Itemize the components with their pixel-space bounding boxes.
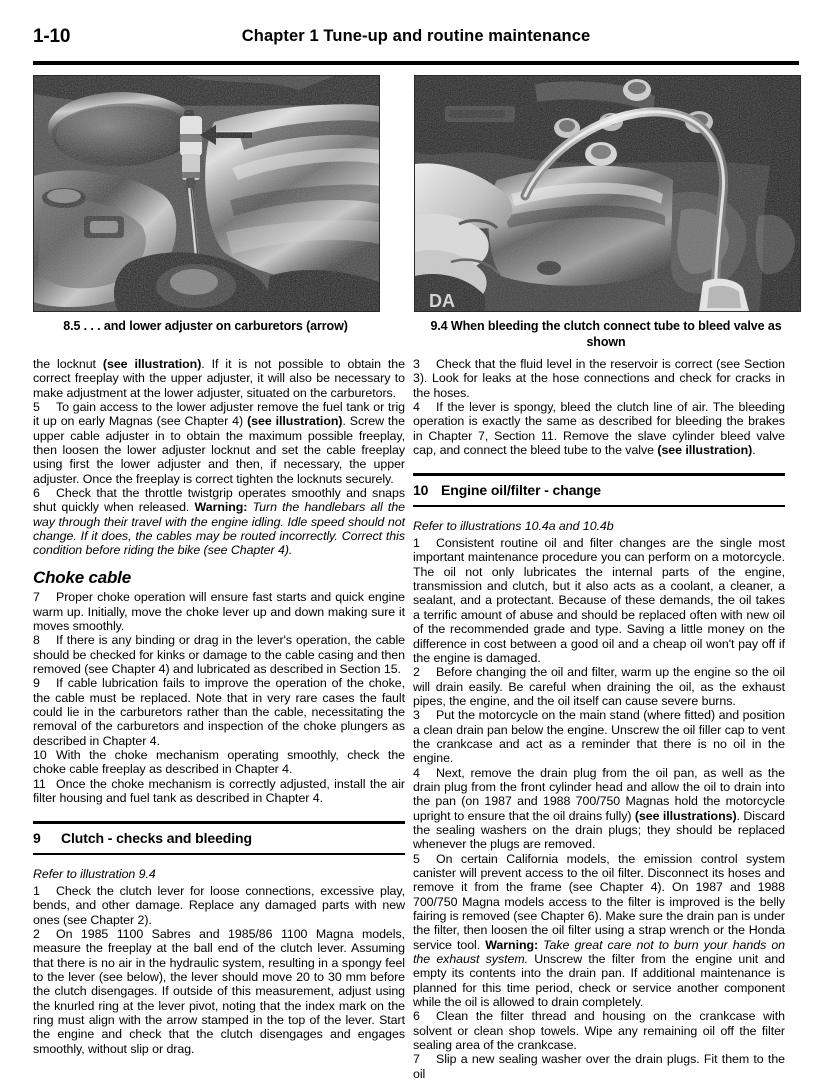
figure-8-5-photo [33, 75, 380, 312]
paragraph-10 [33, 748, 405, 777]
warning-label: Warning: [485, 937, 539, 952]
clutch-bleeding-illustration [415, 76, 800, 311]
paragraph-11 [33, 777, 405, 806]
text-run: On 1985 1100 Sabres and 1985/86 1100 Magna models, measure the freeplay at the ball end of the clutch lever. Assuming that there is no air in the hydraulic system, resulting in a spongy feel to the lever (see below), the lever should move 20 to 30 mm before the clutch disengages. If outside of this measurement, adjust using the knurled ring at the lever pivot, noting that the index mark on the ring must align with the arrow stamped in the top of the lever. Start the engine and check that the clutch disengages and engages smoothly, without slip or drag. [33, 927, 405, 1056]
paragraph-continued [33, 357, 405, 400]
text-run: Put the motorcycle on the main stand (where fitted) and position a clean drain pan below the engine. Unscrew the oil filler cap to vent the crankcase and act as a reminder that there is no oil in the engine. [413, 708, 785, 766]
paragraph-number: 5 [33, 400, 40, 415]
see-illustration-ref: (see illustration) [657, 443, 753, 458]
paragraph-number: 7 [413, 1052, 420, 1067]
figure-8-5-caption: 8.5 . . . and lower adjuster on carburetors (arrow) [63, 319, 348, 333]
warning-text: Turn the handlebars all the way through their travel with the engine idling. Idle speed should not change. If it does, the cables may be routed incorrectly. Correct this condition before riding the bike (see Chapter 4). [33, 500, 405, 558]
paragraph-9-1 [33, 884, 405, 927]
subheading-choke-cable: Choke cable [33, 567, 131, 587]
warning-label: Warning: [194, 500, 248, 515]
header-divider-rule [33, 61, 799, 65]
svg-text:DA: DA [429, 291, 455, 311]
paragraph-9 [33, 676, 405, 748]
paragraph-number: 3 [413, 357, 420, 371]
paragraph-number: 2 [33, 927, 40, 942]
paragraph-3 [413, 357, 785, 400]
carburetor-adjuster-illustration [34, 76, 379, 311]
paragraph-4 [413, 400, 785, 457]
paragraph-number: 3 [413, 708, 420, 723]
paragraph-number: 2 [413, 665, 420, 680]
section-title-row [33, 824, 405, 852]
section-number: 9 [33, 830, 41, 847]
paragraph-6 [33, 486, 405, 558]
paragraph-number: 9 [33, 676, 40, 691]
paragraph-10-7 [413, 1052, 785, 1081]
text-run: Check that the fluid level in the reservoir is correct (see Section 3). Look for leaks at the hose connections and check for cracks in the hoses. [413, 357, 785, 400]
section-title: Clutch - checks and bleeding [61, 830, 252, 847]
left-text-column [33, 357, 405, 1056]
chapter-title: Chapter 1 Tune-up and routine maintenance [241, 27, 591, 45]
paragraph-number: 6 [413, 1009, 420, 1024]
paragraph-9-2 [33, 927, 405, 1056]
text-run: Next, remove the drain plug from the oil pan, as well as the drain plug from the front cylinder head and allow the oil to drain into the pan (on 1987 and 1988 700/750 Magnas hold the motorcycle upright to ensure that the oil drains fully) [413, 765, 785, 823]
paragraph-10-5 [413, 852, 785, 1010]
paragraph-10-1 [413, 536, 785, 665]
text-run: If the lever is spongy, bleed the clutch line of air. The bleeding operation is exactly the same as described for bleeding the brakes in Chapter 7, Section 11. Remove the slave cylinder bleed valve cap, and connect the bleed tube to the valve [413, 400, 785, 458]
paragraph-10-3 [413, 708, 785, 765]
text-run: If cable lubrication fails to improve the operation of the choke, the cable must be replaced. Note that in very rare cases the fault could lie in the carburetors rather than the cable, necessitating the removal of the carburetors and inspection of the choke plungers as described in Chapter 4. [33, 676, 405, 748]
text-run: On certain California models, the emission control system canister will prevent access to the oil filter. Disconnect its hoses and remove it from the frame (see Chapter 4). On 1987 and 1988 700/750 Magna models access to the filter is improved is the belly fairing is removed (see Chapter 6). Make sure the drain pan is under the filter, then loosen the oil filter using a strap wrench or the Honda service tool. [413, 851, 785, 952]
see-illustration-ref: (see illustration) [247, 414, 343, 429]
text-run: . If it is not possible to obtain the correct freeplay with the upper adjuster, it will also be necessary to make adjustment at the lower adjuster, situated on the carburetors. [33, 357, 405, 400]
figure-9-4-photo [414, 75, 801, 312]
text-run: Check the clutch lever for loose connections, excessive play, bends, and other damage. Replace any damaged parts with new ones (see Chapter 2). [33, 884, 405, 927]
paragraph-10-2 [413, 665, 785, 708]
text-run: To gain access to the lower adjuster remove the fuel tank or trig it up on early Magnas (see Chapter 4) [33, 400, 405, 429]
paragraph-number: 10 [33, 747, 47, 762]
text-run: . [752, 443, 756, 458]
text-run: Clean the filter thread and housing on the crankcase with solvent or clean shop towels. Wipe any remaining oil off the filter sealing area of the crankcase. [413, 1009, 785, 1053]
paragraph-number: 11 [33, 776, 46, 791]
text-run: Proper choke operation will ensure fast starts and quick engine warm up. Initially, move the choke lever up and down making sure it moves smoothly. [33, 590, 405, 633]
page-header [33, 26, 799, 62]
text-run: With the choke mechanism operating smoothly, check the choke cable freeplay as described in Chapter 4. [33, 747, 405, 777]
section-header-10 [413, 473, 785, 506]
text-run: Slip a new sealing washer over the drain plugs. Fit them to the oil [413, 1052, 785, 1081]
paragraph-number: 6 [33, 486, 40, 501]
paragraph-number: 4 [413, 765, 420, 780]
refer-to-illustration-9-4: Refer to illustration 9.4 [33, 866, 156, 881]
paragraph-7 [33, 590, 405, 633]
paragraph-number: 8 [33, 633, 40, 648]
paragraph-number: 4 [413, 400, 420, 415]
paragraph-number: 1 [33, 884, 40, 898]
text-run: Before changing the oil and filter, warm up the engine so the oil will drain easily. Be careful when draining the oil, as the exhaust pipes, the engine, and the oil itself can cause severe burns. [413, 665, 785, 708]
text-run: If there is any binding or drag in the lever's operation, the cable should be checked for kinks or damage to the cable casing and then removed (see Chapter 4) and lubricated as described in Section 15. [33, 633, 405, 676]
paragraph-number: 1 [413, 536, 420, 551]
paragraph-10-4 [413, 766, 785, 852]
page-number: 1-10 [33, 26, 71, 47]
paragraph-8 [33, 633, 405, 676]
see-illustration-ref: (see illustration) [102, 357, 202, 371]
refer-to-illustrations-10-4: Refer to illustrations 10.4a and 10.4b [413, 518, 614, 533]
figure-9-4-caption: 9.4 When bleeding the clutch connect tube to bleed valve as shown [430, 319, 782, 349]
paragraph-5 [33, 400, 405, 486]
text-run: Check that the throttle twistgrip operates smoothly and snaps shut quickly when released. [33, 486, 405, 515]
right-text-column [413, 357, 785, 1081]
text-run: Once the choke mechanism is correctly adjusted, install the air filter housing and fuel tank as described in Chapter 4. [33, 776, 405, 805]
paragraph-number: 5 [413, 851, 420, 866]
text-run: . Screw the upper cable adjuster in to obtain the maximum possible freeplay, then loosen the lower adjuster locknut and set the cable freeplay using first the lower adjuster and then, if necessary, the upper adjuster. Once the freeplay is correct tighten the locknuts securely. [33, 414, 405, 486]
see-illustrations-ref: (see illustrations) [634, 808, 737, 823]
warning-text: Take great care not to burn your hands on the exhaust system. [413, 937, 785, 967]
text-run: Unscrew the filter from the engine unit and empty its contents into the drain pan. If additional maintenance is planned for this time period, check or service another component while the oil is allowed to drain completely. [413, 952, 785, 1010]
text-run: Consistent routine oil and filter changes are the single most important maintenance procedure you can perform on a motorcycle. The oil not only lubricates the internal parts of the engine, transmission and clutch, but it also acts as a coolant, a cleaner, a sealant, and a protectant. Because of these demands, the oil takes a terrific amount of abuse and should be replaced often with new oil of the recommended grade and type. Saving a little money on the difference in cost between a good oil and a cheap oil won't pay off if the engine is damaged. [413, 536, 785, 665]
section-rule-bottom [413, 505, 785, 507]
paragraph-10-6 [413, 1009, 785, 1052]
section-header-9 [33, 821, 405, 854]
paragraph-number: 7 [33, 590, 40, 605]
section-title-row [413, 476, 785, 504]
text-run: the locknut [33, 357, 103, 371]
section-rule-bottom [33, 853, 405, 855]
text-run: . Discard the sealing washers on the drain plugs; they should be replaced whenever the plugs are removed. [413, 808, 785, 852]
section-title: Engine oil/filter - change [441, 482, 601, 499]
section-number: 10 [413, 482, 429, 499]
